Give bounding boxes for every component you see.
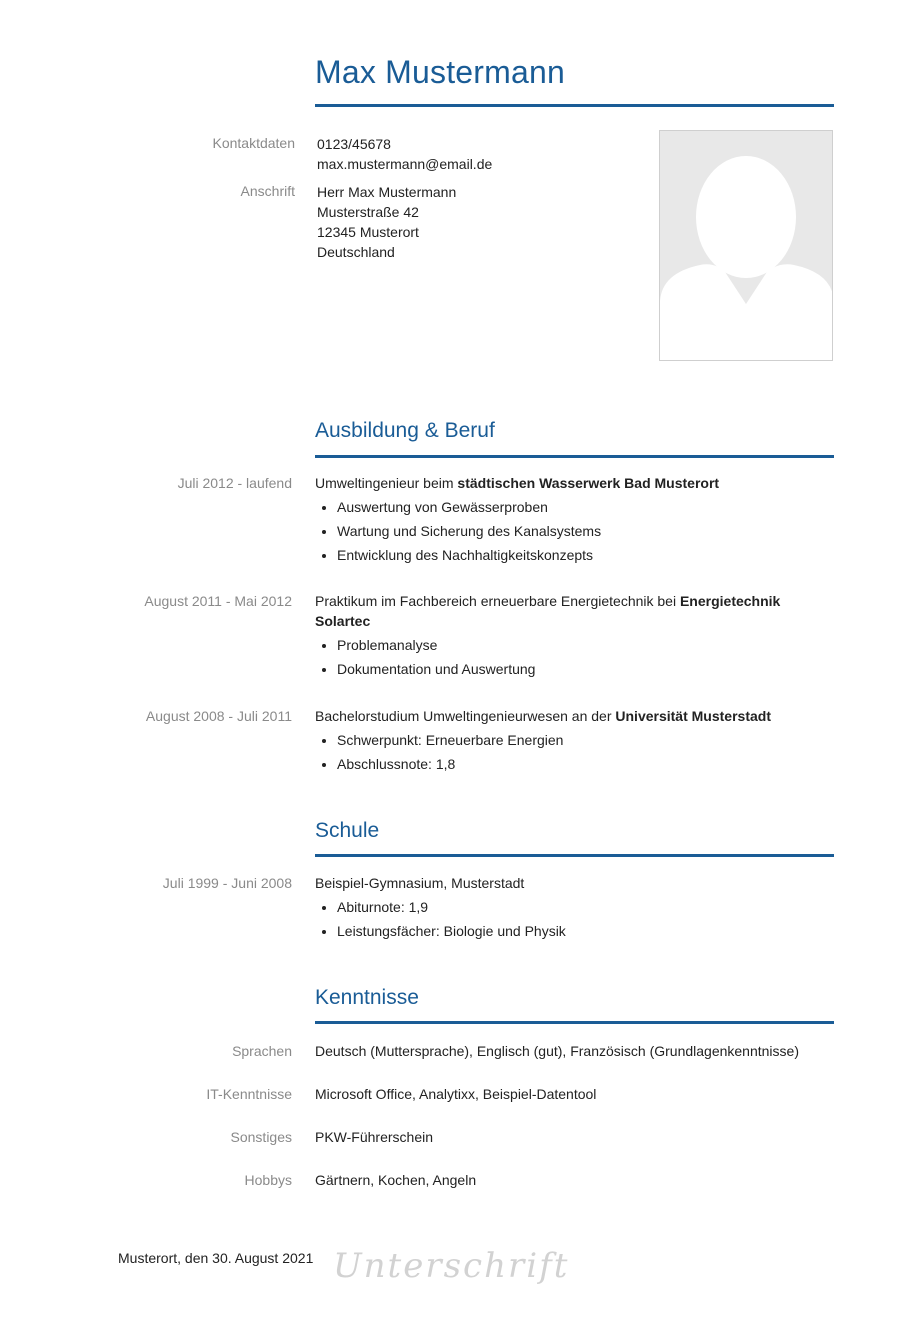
address-line: 12345 Musterort	[317, 224, 419, 240]
skill-label: Hobbys	[244, 1172, 292, 1188]
skill-value: Microsoft Office, Analytixx, Beispiel-Datentool	[315, 1086, 597, 1102]
list-item: • Wartung und Sicherung des Kanalsystems	[337, 521, 834, 541]
entry-employer: Energietechnik Solartec	[315, 593, 781, 629]
profile-photo	[659, 130, 833, 361]
skill-label: Sonstiges	[230, 1129, 292, 1145]
skill-label: Sprachen	[232, 1043, 292, 1059]
person-placeholder-icon	[660, 131, 833, 361]
entry-date: Juli 1999 - Juni 2008	[162, 875, 292, 891]
signature: Unterschrift	[333, 1246, 570, 1286]
skill-value: PKW-Führerschein	[315, 1129, 434, 1145]
address-line: Deutschland	[317, 244, 395, 260]
entry-text: Praktikum im Fachbereich erneuerbare Energietechnik bei	[315, 593, 680, 609]
address-line: Musterstraße 42	[317, 204, 419, 220]
list-item: • Dokumentation und Auswertung	[337, 659, 834, 679]
list-item: • Schwerpunkt: Erneuerbare Energien	[337, 730, 834, 750]
career-entry	[315, 591, 834, 683]
section-rule	[315, 1021, 834, 1024]
section-title-career: Ausbildung & Beruf	[315, 419, 495, 442]
entry-date: Juli 2012 - laufend	[177, 475, 292, 491]
section-title-skills: Kenntnisse	[315, 986, 419, 1009]
list-item: • Problemanalyse	[337, 635, 834, 655]
list-item: • Auswertung von Gewässerproben	[337, 497, 834, 517]
label-contact: Kontaktdaten	[212, 135, 295, 151]
career-entry	[315, 706, 834, 778]
name-underline	[315, 104, 834, 107]
cv-name: Max Mustermann	[315, 54, 565, 90]
entry-university: Universität Musterstadt	[615, 708, 771, 724]
skill-value: Deutsch (Muttersprache), Englisch (gut), Französisch (Grundlagenkenntnisse)	[315, 1043, 799, 1059]
entry-date: August 2008 - Juli 2011	[145, 708, 292, 724]
list-item: • Abschlussnote: 1,8	[337, 754, 834, 774]
skill-value: Gärtnern, Kochen, Angeln	[315, 1172, 477, 1188]
entry-date: August 2011 - Mai 2012	[144, 593, 292, 609]
contact-phone: 0123/45678	[317, 136, 391, 152]
entry-text: Beispiel-Gymnasium, Musterstadt	[315, 875, 525, 891]
school-entry	[315, 873, 834, 945]
entry-bullets	[315, 635, 834, 679]
entry-employer: städtischen Wasserwerk Bad Musterort	[457, 475, 720, 491]
place-date: Musterort, den 30. August 2021	[118, 1250, 314, 1266]
contact-email: max.mustermann@email.de	[317, 156, 493, 172]
entry-bullets	[315, 897, 834, 941]
entry-text: Umweltingenieur beim	[315, 475, 458, 491]
label-address: Anschrift	[240, 183, 295, 199]
section-rule	[315, 854, 834, 857]
list-item: • Entwicklung des Nachhaltigkeitskonzepts	[337, 545, 834, 565]
section-title-school: Schule	[315, 819, 380, 842]
list-item: • Abiturnote: 1,9	[337, 897, 834, 917]
skill-label: IT-Kenntnisse	[206, 1086, 292, 1102]
career-entry	[315, 473, 834, 569]
entry-bullets	[315, 497, 834, 565]
entry-bullets	[315, 730, 834, 774]
entry-text: Bachelorstudium Umweltingenieurwesen an der	[315, 708, 616, 724]
section-rule	[315, 455, 834, 458]
list-item: • Leistungsfächer: Biologie und Physik	[337, 921, 834, 941]
address-line: Herr Max Mustermann	[317, 184, 457, 200]
